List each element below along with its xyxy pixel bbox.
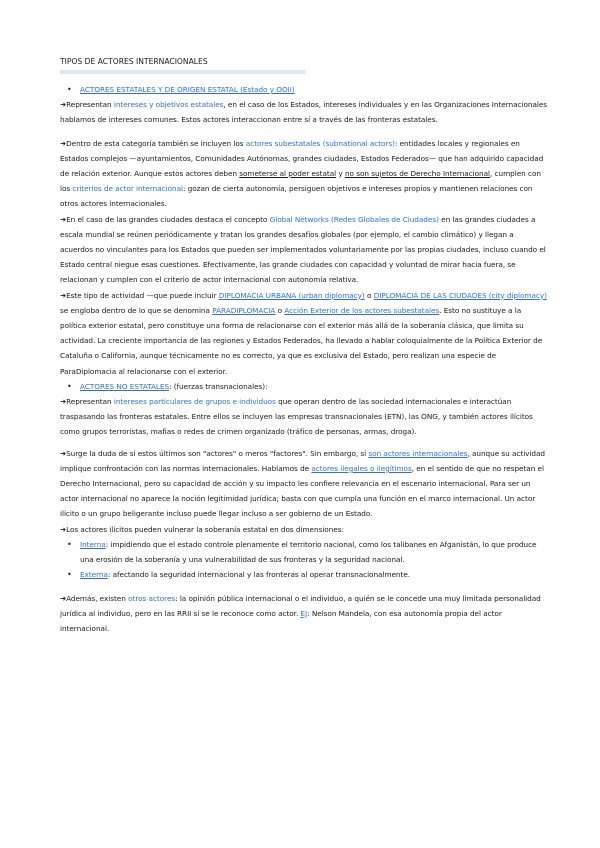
non-state-actors-heading-link[interactable]: ACTORES NO ESTATALES [80,381,170,391]
paragraph-illicit-actors: ➜Surge la duda de si estos últimos son "actores" o meros "factores". Sin embargo, sí son actores internacionales, aunque su actividad implique confrontación con las normas internacionales. Hablamos de actores ilegales o ilegítimos, en el sentido de que no respetan el Derecho Internacional, pero su capacidad de acción y su impacto les confiere relevancia en el escenario internacional. Para ser un actor internacional no aparece la noción legitimidad jurídica; basta con que cumpla una función en el marco internacional. Un actor ilícito o un grupo beligerante incluso puede llegar incluso a ser gobierno de un Estado. [60,448,546,519]
paradiplomacy-link[interactable]: PARADIPLOMACIA [212,305,276,315]
underlined-not-subjects: no son sujetos de Derecho Internacional [344,169,491,179]
state-actors-heading-link[interactable]: ACTORES ESTATALES Y DE ORIGEN ESTATAL (Estado y OOII) [80,85,295,94]
arrow-icon: ➜ [60,397,67,407]
underlined-state-power: someterse al poder estatal [239,169,337,179]
paragraph-other-actors: ➜Además, existen otros actores: la opinión pública internacional o el individuo, a quién se le concede una muy limitada personalidad jurídica al individuo, pero en las RRII sí se le reconoce como actor. EJ: Nelson Mandela, con esa autonomía propia del actor internacional. [60,593,541,633]
paragraph-particular-interests: ➜Representan intereses particulares de grupos e individuos que operan dentro de las sociedad internacionales e interactúan traspasando las fronteras estatales. Entre ellos se incluyen las empresas transnacionales (ETN), las ONG, y también actores ilícitos como grupos terroristas, mafias o redes de crimen organizado (tráfico de personas, armas, droga). [60,397,533,437]
internal-dimension-link[interactable]: Interna [80,539,106,549]
arrow-icon: ➜ [60,100,67,110]
document-body [60,56,548,636]
other-actors-link[interactable]: otros actores [128,593,176,603]
title-highlight [60,70,306,74]
subnational-external-action-link[interactable]: Acción Exterior de los actores subestatales [284,305,440,315]
arrow-icon: ➜ [60,448,67,458]
paragraph-state-interests: ➜Representan intereses y objetivos estatales, en el caso de los Estados, intereses individuales y en las Organizaciones Internacionales hablamos de intereses comunes. Estos actores interaccionan entre sí a través de las fronteras estatales. [60,100,548,125]
section-1-bullet [60,82,548,97]
example-link[interactable]: EJ [300,608,308,618]
state-interests-link[interactable]: intereses y objetivos estatales [113,100,224,110]
international-actors-link[interactable]: son actores internacionales [368,448,468,458]
arrow-icon: ➜ [60,290,67,300]
subnational-actors-link[interactable]: actores subestatales (subnational actors) [245,138,395,148]
dimensions-list [60,537,548,583]
arrow-icon: ➜ [60,524,67,534]
arrow-icon: ➜ [60,214,67,224]
paragraph-sovereignty-dimensions: ➜Los actores ilícitos pueden vulnerar la soberanía estatal en dos dimensiones: [60,524,344,534]
illegal-actors-link[interactable]: actores ilegales o ilegítimos [311,463,412,473]
paragraph-paradiplomacy: ➜Este tipo de actividad —que puede incluir DIPLOMACIA URBANA (urban diplomacy) o DIPLOMACIA DE LAS CIUDADES (city diplomacy) se engloba dentro de lo que se denomina PARADIPLOMACIA o Acción Exterior de los actores subestatales. Esto no sustituye a la política exterior estatal, pero constituye una forma de relacionarse con el exterior más allá de la soberanía clásica, que limita su actividad. La creciente importancia de las regiones y Estados Federados, ha llevado a hablar coloquialmente de la Política Exterior de Cataluña o California, aunque técnicamente no es correcto, ya que es exclusiva del Estado, pero realizan una especie de ParaDiplomacia al relacionarse con el exterior. [60,290,547,376]
global-networks-link[interactable]: Global Networks (Redes Globales de Ciudades) [269,214,439,224]
actor-criteria-link[interactable]: criterios de actor internacional [72,184,183,194]
paragraph-global-networks: ➜En el caso de las grandes ciudades destaca el concepto Global Networks (Redes Globales de Ciudades) en las grandes ciudades a escala mundial se reúnen periódicamente y tratan los grandes desafíos globales (por ejemplo, el cambio climático) y llegan a acuerdos no vinculantes para los Estados que pueden ser implementados voluntariamente por las propias ciudades, incluso cuando el Estado central niegue esas cuestiones. Efectivamente, las grande ciudades con capacidad y voluntad de mirar hacia fuera, se relacionan y cumplen con el criterio de actor internacional con autonomía relativa. [60,214,546,285]
particular-interests-link[interactable]: intereses particulares de grupos e individuos [113,397,276,407]
section-2-bullet: • ACTORES NO ESTATALES: (fuerzas transnacionales): [60,379,548,394]
arrow-icon: ➜ [60,138,67,148]
list-item: • Externa: afectando la seguridad internacional y las fronteras al operar transnacionalmente. [60,567,548,582]
external-dimension-link[interactable]: Externa [80,570,108,580]
section-2-list [60,379,548,394]
arrow-icon: ➜ [60,593,67,603]
urban-diplomacy-link[interactable]: DIPLOMACIA URBANA (urban diplomacy) [218,290,365,300]
page-title: TIPOS DE ACTORES INTERNACIONALES [60,57,208,66]
list-item: • Interna: impidiendo que el estado controle plenamente el territorio nacional, como los talibanes en Afganistán, lo que produce una erosión de la soberanía y una vulnerabilidad de sus fronteras y la seguridad nacional. [60,537,548,567]
city-diplomacy-link[interactable]: DIPLOMACIA DE LAS CIUDADES (city diplomacy) [373,290,547,300]
paragraph-subnational-actors: ➜Dentro de esta categoría también se incluyen los actores subestatales (subnational actors): entidades locales y regionales en Estados complejos —ayuntamientos, Comunidades Autónomas, grandes ciudades, Estados Federados— que han adquirido capacidad de relación exterior. Aunque estos actores deben someterse al poder estatal y no son sujetos de Derecho Internacional, cumplen con los criterios de actor internacional: gozan de cierta autonomía, persiguen objetivos e intereses propios y mantienen relaciones con otros actores internacionales. [60,138,544,209]
section-1-list [60,82,548,97]
